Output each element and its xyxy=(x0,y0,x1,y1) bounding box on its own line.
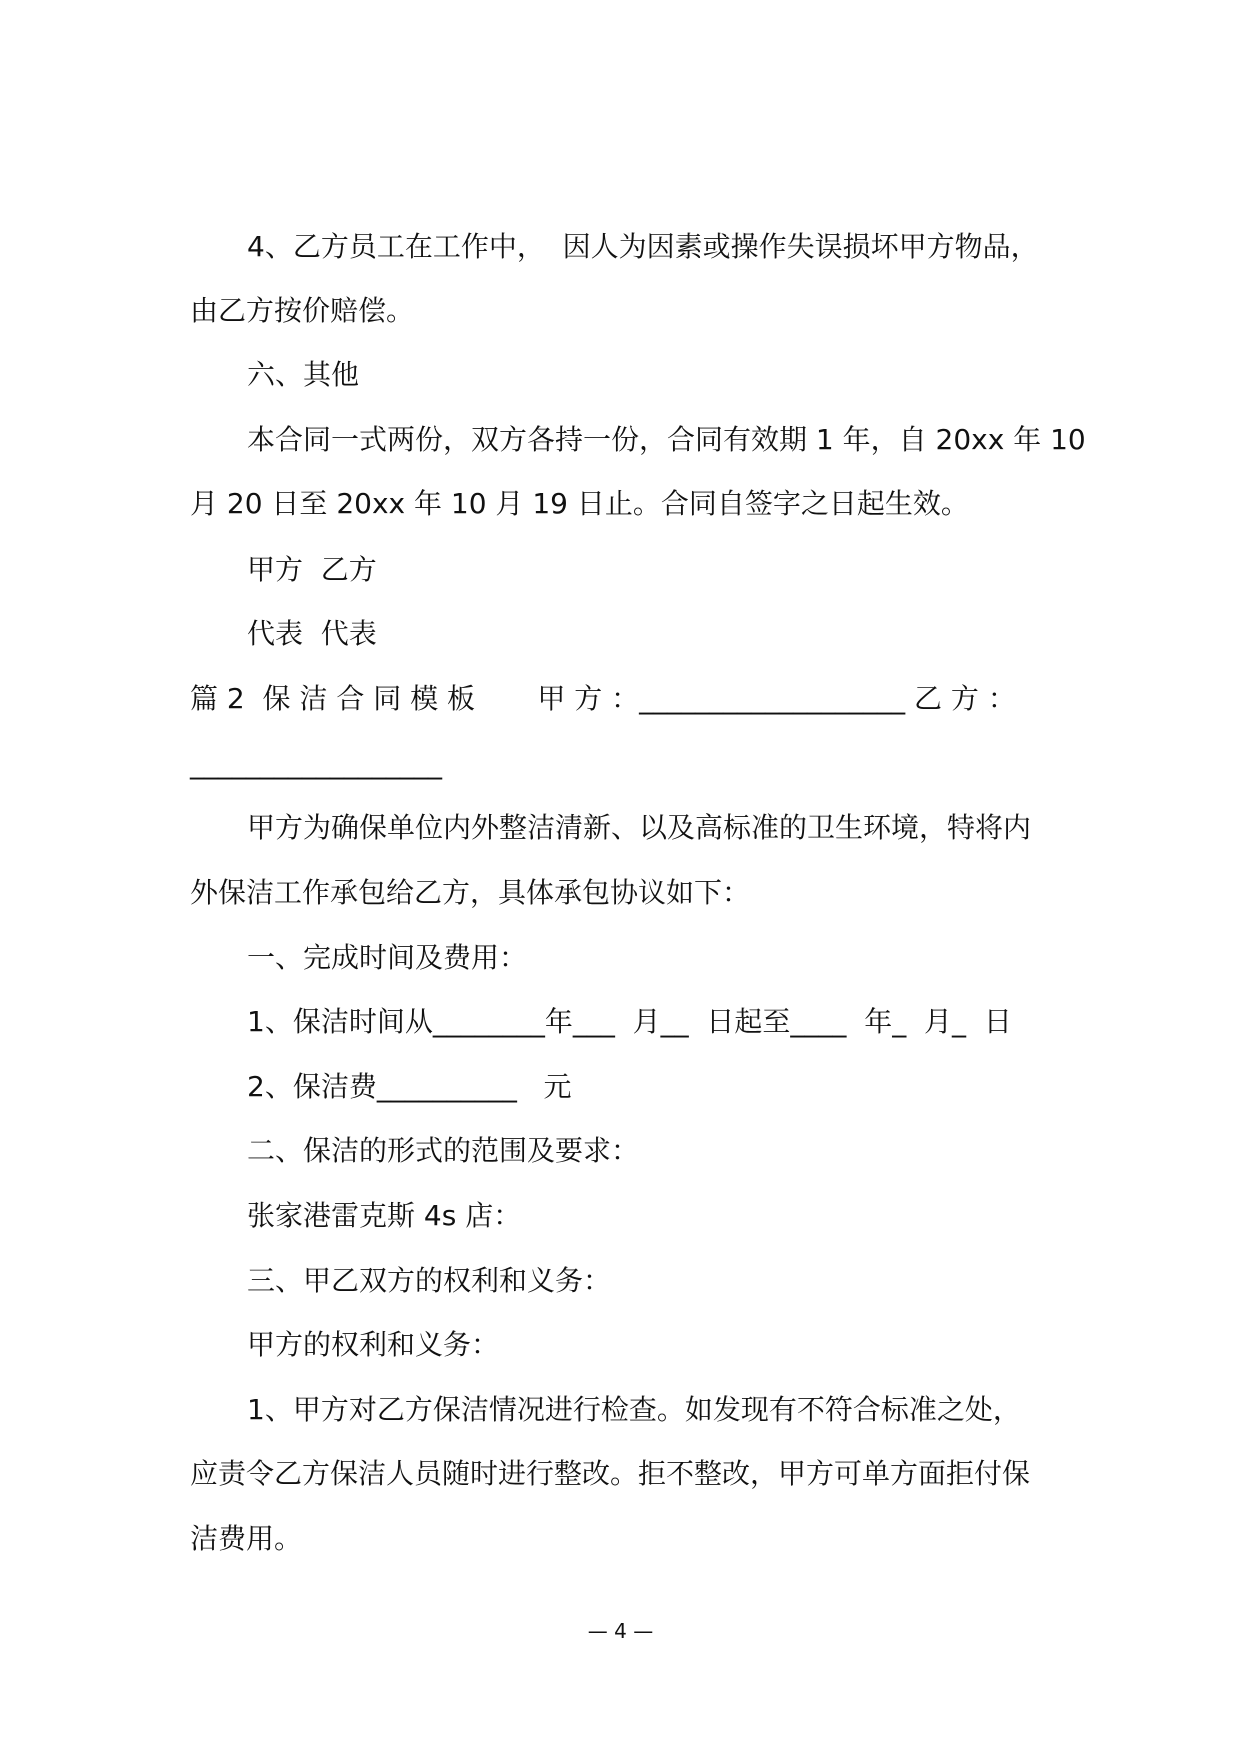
line-18: 甲方的权利和义务： xyxy=(247,1328,500,1361)
line-16: 张家港雷克斯 4s 店： xyxy=(247,1199,522,1232)
section-heading-rights: 三、甲乙双方的权利和义务： xyxy=(247,1264,612,1297)
section-heading-other: 六、其他 xyxy=(247,358,360,391)
party-b-blank: __________________ xyxy=(190,747,442,780)
line-14: 2、保洁费__________ 元 xyxy=(247,1070,572,1103)
line-5: 月 20 日至 20xx 年 10 月 19 日止。合同自签字之日起生效。 xyxy=(190,487,969,520)
line-4: 本合同一式两份，双方各持一份，合同有效期 1 年，自 20xx 年 10 xyxy=(247,423,1086,456)
contract-title-line: 篇 2 保 洁 合 同 模 板 甲 方 ：___________________ 乙 方 ： xyxy=(190,682,1016,715)
line-13: 1、保洁时间从________年___ 月__ 日起至____ 年_ 月_ 日 xyxy=(247,1005,1012,1038)
signature-parties: 甲方 乙方 xyxy=(247,553,377,586)
page-number: — 4 — xyxy=(587,1619,654,1643)
signature-representatives: 代表 代表 xyxy=(247,617,377,650)
section-heading-scope: 二、保洁的形式的范围及要求： xyxy=(247,1134,640,1167)
line-1: 4、乙方员工在工作中， 因人为因素或操作失误损坏甲方物品， xyxy=(247,230,1039,263)
line-2: 由乙方按价赔偿。 xyxy=(190,294,415,327)
line-11: 外保洁工作承包给乙方，具体承包协议如下： xyxy=(190,876,751,909)
line-19: 1、甲方对乙方保洁情况进行检查。如发现有不符合标准之处， xyxy=(247,1393,1021,1426)
section-heading-time-fee: 一、完成时间及费用： xyxy=(247,941,528,974)
line-10: 甲方为确保单位内外整洁清新、以及高标准的卫生环境，特将内 xyxy=(247,811,1032,844)
line-21: 洁费用。 xyxy=(190,1522,303,1555)
line-20: 应责令乙方保洁人员随时进行整改。拒不整改，甲方可单方面拒付保 xyxy=(190,1457,1031,1490)
